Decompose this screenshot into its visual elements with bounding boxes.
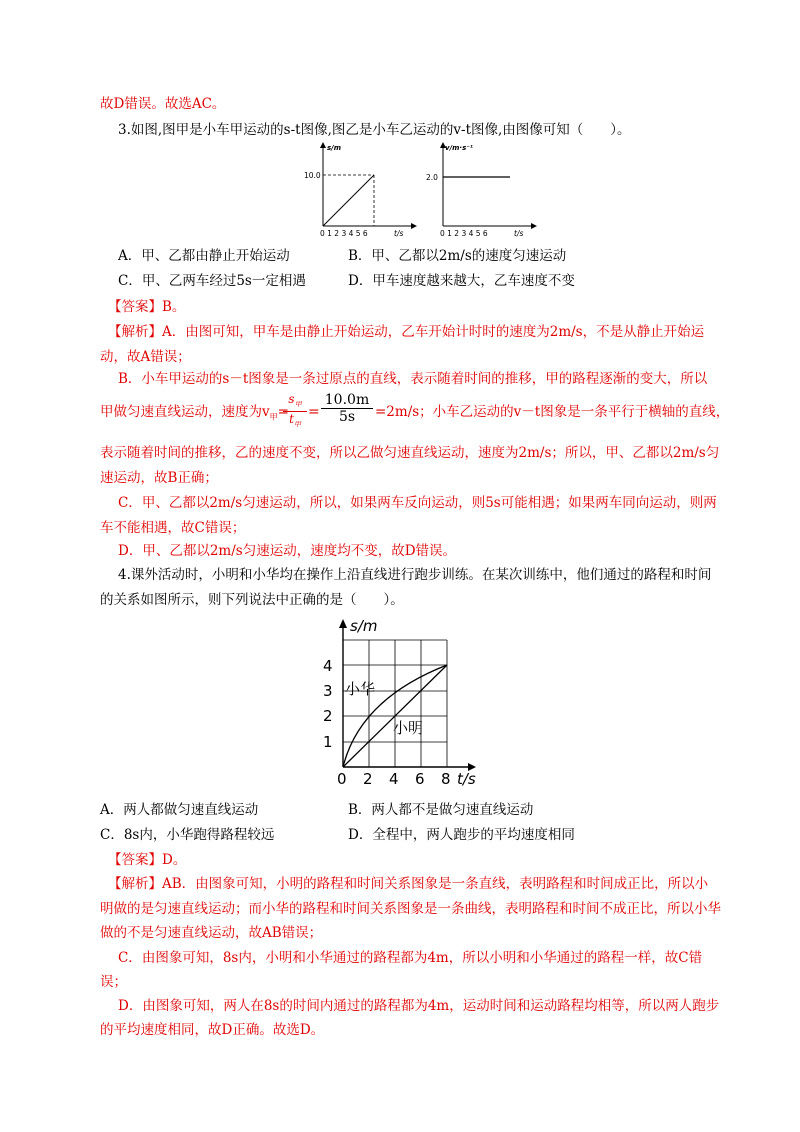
formula-eq: = bbox=[277, 404, 289, 420]
q4-explanation-7: 的平均速度相同，故D正确。故选D。 bbox=[100, 1022, 325, 1038]
q4-option-b: B．两人都不是做匀速直线运动 bbox=[348, 802, 534, 818]
q4-explanation-6: D．由图象可知，两人在8s的时间内通过的路程都为4m，运动时间和运动路程均相等，所以两人跑步 bbox=[118, 998, 720, 1014]
q3-explanation-1: 【解析】A．由图可知，甲车是由静止开始运动，乙车开始计时时的速度为2m/s，不是从静止开始运 bbox=[108, 324, 705, 340]
frac-num-s: s bbox=[288, 392, 295, 406]
q3-option-c: C．甲、乙两车经过5s一定相遇 bbox=[118, 273, 306, 289]
q4-explanation-3: 做的不是匀速直线运动，故AB错误； bbox=[100, 925, 323, 941]
q3-option-d: D．甲车速度越来越大，乙车速度不变 bbox=[348, 273, 575, 289]
runners-xtick-8: 8 bbox=[441, 770, 451, 788]
runners-ylabel: s/m bbox=[350, 617, 378, 635]
q3-option-b: B．甲、乙都以2m/s的速度匀速运动 bbox=[348, 248, 567, 264]
frac-den-value: 5s bbox=[321, 408, 373, 425]
runners-xlabel: t/s bbox=[457, 770, 476, 788]
formula-v-sub: 甲 bbox=[269, 412, 278, 422]
runners-xtick-4: 4 bbox=[389, 770, 399, 788]
q4-option-d: D．全程中，两人跑步的平均速度相同 bbox=[348, 827, 575, 843]
q3-explanation-8: 车不能相遇，故C错误； bbox=[100, 520, 246, 536]
figure-v-t-graph bbox=[423, 140, 538, 240]
runners-xtick-6: 6 bbox=[415, 770, 425, 788]
formula-eq-2: = bbox=[308, 404, 320, 420]
frac-num-value: 10.0m bbox=[324, 392, 370, 408]
frac-num-sub: 甲 bbox=[294, 400, 302, 409]
q3-explanation-5: 表示随着时间的推移，乙的速度不变，所以乙做匀速直线运动，速度为2m/s；所以，甲、乙都以2m/s匀 bbox=[100, 445, 720, 461]
q3-explanation-6: 速运动，故B正确； bbox=[100, 470, 218, 486]
q4-explanation-5: 误； bbox=[100, 974, 127, 990]
q4-explanation-4: C．由图象可知，8s内，小明和小华通过的路程都为4m，所以小明和小华通过的路程一样，故C错 bbox=[118, 950, 703, 966]
formula-lead: 甲做匀速直线运动，速度为v bbox=[100, 404, 270, 420]
runners-ytick-4: 4 bbox=[323, 657, 333, 675]
q3-explanation-2: 动，故A错误； bbox=[100, 349, 191, 365]
runners-xtick-2: 2 bbox=[363, 770, 373, 788]
fraction-symbolic bbox=[283, 392, 307, 432]
q4-option-a: A．两人都做匀速直线运动 bbox=[100, 802, 259, 818]
question-4-stem-1: 4.课外活动时，小明和小华均在操作上沿直线进行跑步训练。在某次训练中，他们通过的路程和时间 bbox=[118, 567, 712, 583]
q3-explanation-9: D．甲、乙都以2m/s匀速运动，速度均不变，故D错误。 bbox=[118, 543, 457, 559]
vt-ylabel: v/m·s⁻¹ bbox=[445, 144, 473, 152]
frac-den-sub: 甲 bbox=[293, 420, 301, 429]
runners-ytick-2: 2 bbox=[323, 707, 333, 725]
fraction-numeric bbox=[321, 392, 373, 425]
q3-explanation-3: B．小车甲运动的s－t图象是一条过原点的直线，表示随着时间的推移，甲的路程逐渐的变大，所以 bbox=[118, 371, 708, 387]
runners-xtick-0: 0 bbox=[337, 770, 347, 788]
st-xlabel: t/s bbox=[394, 229, 404, 238]
vt-xlabel: t/s bbox=[514, 229, 524, 238]
question-4-stem-2: 的关系如图所示，则下列说法中正确的是（ ）。 bbox=[100, 592, 404, 608]
figure-runners-graph bbox=[310, 614, 490, 789]
st-ymark: 10.0 bbox=[304, 171, 321, 180]
q3-explanation-4-end: =2m/s；小车乙运动的v－t图象是一条平行于横轴的直线， bbox=[375, 404, 730, 420]
q4-option-c: C．8s内，小华跑得路程较远 bbox=[100, 827, 275, 843]
q3-answer: 【答案】B。 bbox=[108, 299, 186, 315]
runners-ytick-3: 3 bbox=[323, 682, 333, 700]
vt-xticks: 0 1 2 3 4 5 6 bbox=[440, 229, 488, 238]
st-ylabel: s/m bbox=[327, 144, 342, 152]
figure-s-t-graph bbox=[303, 140, 418, 240]
question-3-stem: 3.如图,图甲是小车甲运动的s-t图像,图乙是小车乙运动的v-t图像,由图像可知（ ）。 bbox=[118, 122, 631, 138]
label-xiaoming: 小明 bbox=[393, 719, 424, 737]
q4-explanation-1: 【解析】AB．由图象可知，小明的路程和时间关系图象是一条直线，表明路程和时间成正比，所以小 bbox=[108, 876, 709, 892]
st-xticks: 0 1 2 3 4 5 6 bbox=[320, 229, 368, 238]
frac-den-t: t bbox=[289, 412, 294, 427]
q3-option-a: A．甲、乙都由静止开始运动 bbox=[118, 248, 290, 264]
q4-answer: 【答案】D。 bbox=[108, 852, 187, 868]
vt-ymark: 2.0 bbox=[426, 173, 438, 182]
runners-ytick-1: 1 bbox=[323, 733, 333, 751]
prev-conclusion: 故D错误。故选AC。 bbox=[100, 96, 226, 112]
q4-explanation-2: 明做的是匀速直线运动；而小华的路程和时间关系图象是一条曲线，表明路程和时间不成正比，所以小华 bbox=[100, 901, 721, 917]
label-xiaohua: 小华 bbox=[345, 680, 376, 698]
q3-explanation-7: C．甲、乙都以2m/s匀速运动，所以，如果两车反向运动，则5s可能相遇；如果两车同向运动，则两 bbox=[118, 495, 717, 511]
q3-explanation-4-start bbox=[100, 403, 289, 427]
